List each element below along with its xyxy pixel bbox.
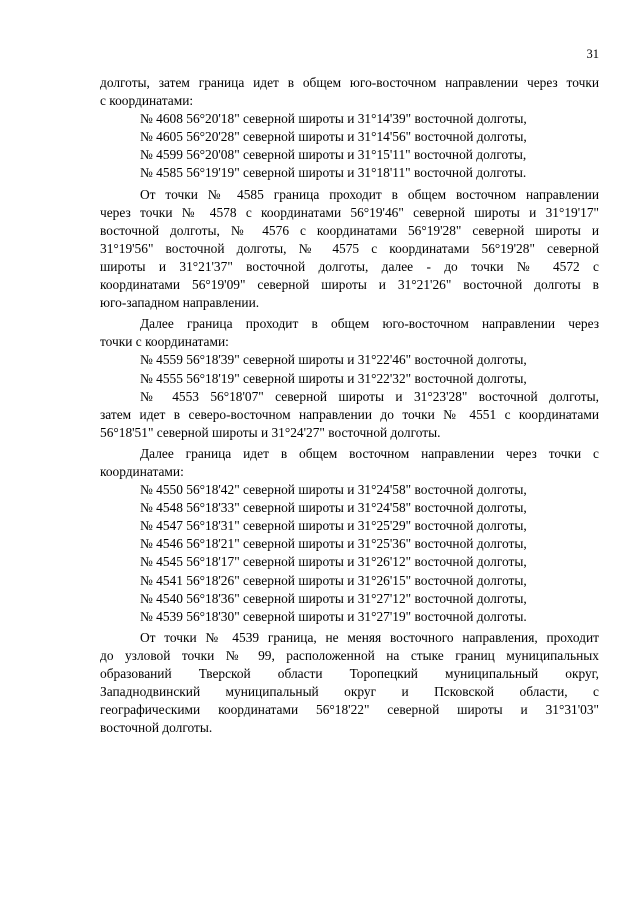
text-line: № 4548 56°18'33" северной широты и 31°24'58" восточной долготы,	[140, 500, 527, 516]
text-line: № 4547 56°18'31" северной широты и 31°25'29" восточной долготы,	[140, 518, 527, 534]
text-line: № 4555 56°18'19" северной широты и 31°22'32" восточной долготы,	[140, 370, 527, 386]
text-line: координатами:	[100, 463, 184, 479]
text-line: № 4541 56°18'26" северной широты и 31°26'15" восточной долготы,	[140, 572, 527, 588]
text-line: образований Тверской области Торопецкий муниципальный округ,	[100, 666, 599, 681]
text-line: юго-западном направлении.	[100, 295, 260, 311]
text-line: восточной долготы.	[100, 720, 213, 736]
document-body	[100, 74, 599, 737]
text-line: От точки № 4585 граница проходит в общем восточном направлении	[140, 186, 599, 202]
text-line: 31°19'56" восточной долготы, № 4575 с координатами 56°19'28" северной	[100, 240, 599, 256]
text-line: От точки № 4539 граница, не меняя восточного направления, проходит	[140, 629, 599, 645]
text-line: широты и 31°21'37" восточной долготы, далее - до точки № 4572 с	[100, 258, 599, 274]
text-line: через точки № 4578 с координатами 56°19'46" северной широты и 31°19'17"	[100, 204, 599, 220]
text-line: № 4605 56°20'28" северной широты и 31°14'56" восточной долготы,	[140, 129, 527, 145]
text-line: точки с координатами:	[100, 334, 229, 350]
text-line: затем идет в северо-восточном направлении до точки № 4551 с координатами	[100, 406, 599, 422]
text-line: № 4553 56°18'07" северной широты и 31°23'28" восточной долготы,	[140, 388, 599, 404]
text-line: № 4585 56°19'19" северной широты и 31°18'11" восточной долготы.	[140, 165, 527, 181]
text-line: № 4599 56°20'08" северной широты и 31°15'11" восточной долготы,	[140, 147, 527, 163]
text-line: Далее граница идет в общем восточном направлении через точки с	[140, 445, 599, 461]
text-line: до узловой точки № 99, расположенной на стыке границ муниципальных	[100, 647, 599, 663]
text-line: с координатами:	[100, 93, 194, 109]
text-line: долготы, затем граница идет в общем юго-восточном направлении через точки	[100, 75, 599, 90]
text-line: восточной долготы, № 4576 с координатами 56°19'28" северной широты и	[100, 222, 599, 238]
text-line: № 4540 56°18'36" северной широты и 31°27'12" восточной долготы,	[140, 590, 527, 606]
text-line: № 4545 56°18'17" северной широты и 31°26'12" восточной долготы,	[140, 554, 527, 570]
text-line: Далее граница проходит в общем юго-восточном направлении через	[140, 316, 599, 332]
page-number: 31	[586, 47, 599, 61]
text-line: № 4559 56°18'39" северной широты и 31°22'46" восточной долготы,	[140, 352, 527, 368]
text-line: координатами 56°19'09" северной широты и 31°21'26" восточной долготы в	[100, 277, 599, 293]
text-line: Западнодвинский муниципальный округ и Псковской области, с	[100, 684, 599, 700]
text-line: 56°18'51" северной широты и 31°24'27" восточной долготы.	[100, 424, 441, 440]
text-line: географическими координатами 56°18'22" северной широты и 31°31'03"	[100, 702, 599, 718]
text-line: № 4546 56°18'21" северной широты и 31°25'36" восточной долготы,	[140, 536, 527, 552]
text-line: № 4550 56°18'42" северной широты и 31°24'58" восточной долготы,	[140, 482, 527, 498]
text-line: № 4608 56°20'18" северной широты и 31°14'39" восточной долготы,	[140, 111, 527, 127]
text-line: № 4539 56°18'30" северной широты и 31°27'19" восточной долготы.	[140, 608, 527, 624]
